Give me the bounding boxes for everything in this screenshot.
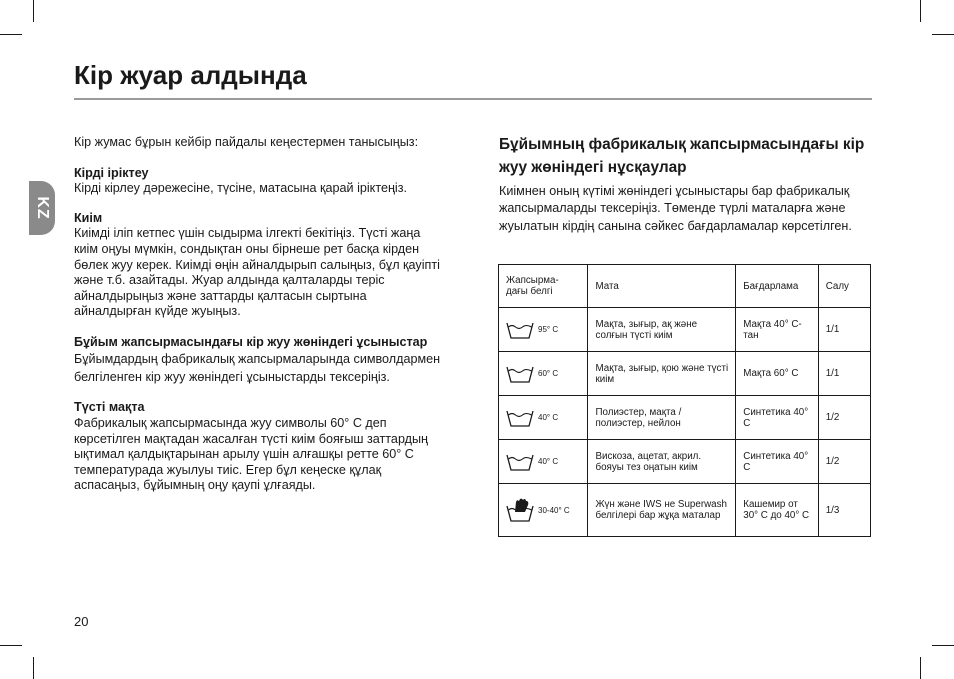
page-number: 20 — [74, 614, 89, 629]
crop-mark — [920, 0, 921, 22]
section-heading: Бұйым жапсырмасындағы кір жуу жөніндегі ұсыныстар — [74, 334, 428, 349]
crop-mark — [33, 657, 34, 679]
load-cell: 1/1 — [818, 308, 870, 352]
crop-mark — [0, 645, 22, 646]
care-table — [498, 264, 871, 537]
table-row — [499, 440, 871, 484]
table-header-row — [499, 265, 871, 308]
temperature-label: 60° С — [538, 369, 559, 378]
section-body: Фабрикалық жапсырмасында жуу символы 60° С деп көрсетілген мақтадан жасалған түсті киім бояғыш заттардың ықтимал қалдықтарынан арылу үшін алғашқы ретте 60° С температурада жуылуы тиіс. Егер бұл кеңеске құлақ аспасаңыз, бұйымның оңу қаупі ұлғаяды. — [74, 416, 429, 493]
table-header-cell: Бағдарлама — [736, 265, 818, 308]
wash-tub-icon — [506, 409, 534, 427]
symbol-cell — [499, 308, 588, 352]
table-header-cell: Мата — [588, 265, 736, 308]
section-body: Кірді кірлеу дәрежесіне, түсіне, матасына қарай іріктеңіз. — [74, 181, 407, 196]
crop-mark — [932, 34, 954, 35]
table-row — [499, 484, 871, 537]
title-divider — [74, 98, 872, 100]
temperature-label: 95° С — [538, 325, 559, 334]
fabric-cell: Полиэстер, мақта / полиэстер, нейлон — [588, 396, 736, 440]
crop-mark — [0, 34, 22, 35]
program-cell: Синтетика 40° С — [736, 396, 818, 440]
fabric-cell: Вискоза, ацетат, акрил. бояуы тез оңатын киім — [588, 440, 736, 484]
program-cell: Кашемир от 30° С до 40° С — [736, 484, 818, 537]
section — [74, 166, 446, 197]
wash-tub-icon — [506, 453, 534, 471]
symbol-cell — [499, 396, 588, 440]
crop-mark — [33, 0, 34, 22]
fabric-cell: Жүн және IWS не Superwash белгілері бар жұқа маталар — [588, 484, 736, 537]
program-cell: Мақта 60° С — [736, 352, 818, 396]
section-body: Киімді іліп кетпес үшін сыдырма ілгекті бекітіңіз. Түсті жаңа киім оңуы мүмкін, сондықтан оны бірнеше рет басқа кірден бөлек жуу керек. Киімді өңін айналдырып салыңыз, бұл қауіпті және т.б. азайтады. Жуар алдында қалталарды теріс айналдырыңыз және заттарды қалтасын сыртына айналдырған күйде жуыңыз. — [74, 226, 440, 319]
temperature-label: 30-40° С — [538, 505, 570, 515]
crop-mark — [932, 645, 954, 646]
table-row — [499, 396, 871, 440]
table-row — [499, 308, 871, 352]
page-title: Кір жуар алдында — [74, 60, 307, 90]
load-cell: 1/2 — [818, 440, 870, 484]
load-cell: 1/2 — [818, 396, 870, 440]
symbol-cell — [499, 440, 588, 484]
temperature-label: 40° С — [538, 457, 559, 466]
section-heading: Киім — [74, 210, 103, 225]
section — [74, 400, 446, 494]
language-tab — [29, 181, 55, 235]
section-heading: Кірді іріктеу — [74, 165, 149, 180]
section — [74, 211, 446, 320]
language-tab-label: KZ — [34, 196, 51, 220]
program-cell: Синтетика 40° С — [736, 440, 818, 484]
right-body: Киімнен оның күтімі жөніндегі ұсыныстары бар фабрикалық жапсырмаларды тексеріңіз. Төменде түрлі маталарға және жуылатын кірдің санына сәйкес бағдарламалар көрсетілген. — [499, 184, 852, 233]
section — [74, 334, 446, 387]
table-header-cell: Жапсырма-дағы белгі — [499, 265, 588, 308]
load-cell: 1/1 — [818, 352, 870, 396]
crop-mark — [920, 657, 921, 679]
right-heading: Бұйымның фабрикалық жапсырмасындағы кір жуу жөніндегі нұсқаулар — [499, 136, 865, 176]
wash-tub-icon — [506, 365, 534, 383]
program-cell: Мақта 40° С-тан — [736, 308, 818, 352]
symbol-cell — [499, 484, 588, 537]
intro-text: Кір жумас бұрын кейбір пайдалы кеңестермен танысыңыз: — [74, 135, 419, 149]
table-header-cell: Салу — [818, 265, 870, 308]
fabric-cell: Мақта, зығыр, ақ және солғын түсті киім — [588, 308, 736, 352]
hand-wash-icon — [506, 498, 534, 522]
table-row — [499, 352, 871, 396]
section-heading: Түсті мақта — [74, 400, 145, 415]
section-body: Бұйымдардың фабрикалық жапсырмаларында символдармен белгіленген кір жуу жөніндегі ұсыныстарды тексеріңіз. — [74, 352, 441, 384]
symbol-cell — [499, 352, 588, 396]
left-column — [74, 135, 446, 508]
wash-tub-icon — [506, 321, 534, 339]
load-cell: 1/3 — [818, 484, 870, 537]
temperature-label: 40° С — [538, 413, 559, 422]
fabric-cell: Мақта, зығыр, қою және түсті киім — [588, 352, 736, 396]
